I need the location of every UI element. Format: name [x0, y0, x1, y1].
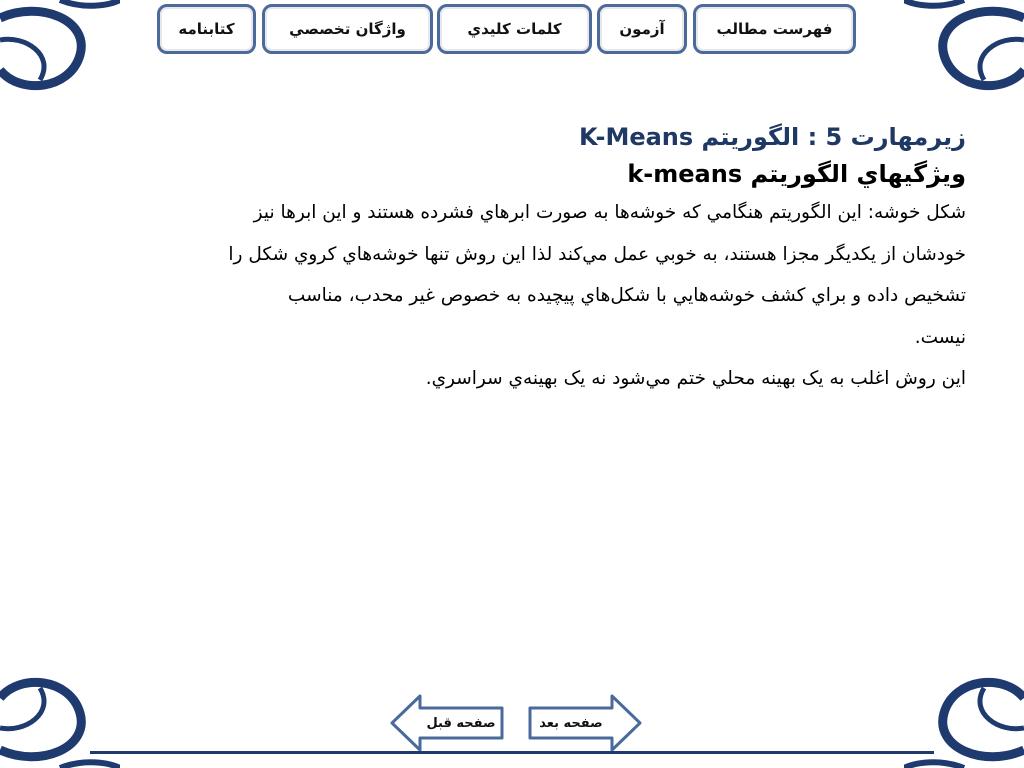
- next-page-label: صفحه بعد: [539, 715, 603, 731]
- main-content: [40, 118, 966, 400]
- page-title: زیرمهارت 5 : الگوریتم K-Means: [578, 123, 966, 151]
- body-line: تشخيص داده و براي كشف خوشه‌هايي با شكل‌هاي پيچيده به خصوص غير محدب، مناسب: [287, 285, 966, 306]
- keywords-button[interactable]: كلمات كليدي: [437, 4, 592, 54]
- body-line: خودشان از يكديگر مجزا هستند، به خوبي عمل مي‌كند لذا اين روش تنها خوشه‌هاي كروي شكل را: [228, 243, 966, 265]
- page-subtitle: ويژگيهاي الگوريتم k-means: [627, 160, 966, 188]
- library-button[interactable]: كتابنامه: [157, 4, 256, 54]
- glossary-button[interactable]: واژگان تخصصي: [262, 4, 433, 54]
- body-line: شكل خوشه: اين الگوريتم هنگامي كه خوشه‌ها به صورت ابرهاي فشرده هستند و اين ابرها نيز: [253, 202, 966, 223]
- bottom-navigation: [0, 690, 1024, 760]
- quiz-button[interactable]: آزمون: [597, 4, 687, 54]
- table-of-contents-button[interactable]: فهرست مطالب: [693, 4, 856, 54]
- top-navigation: [0, 4, 1024, 60]
- previous-page-label: صفحه قبل: [426, 715, 496, 731]
- body-text: [40, 192, 966, 400]
- previous-page-button[interactable]: [390, 694, 506, 752]
- next-page-button[interactable]: [526, 694, 642, 752]
- bottom-divider: [90, 751, 934, 754]
- body-line: اين روش اغلب به يک بهينه محلي ختم مي‌شود نه يک بهينه‌ي سراسري.: [425, 368, 966, 389]
- body-line: نيست.: [914, 326, 966, 348]
